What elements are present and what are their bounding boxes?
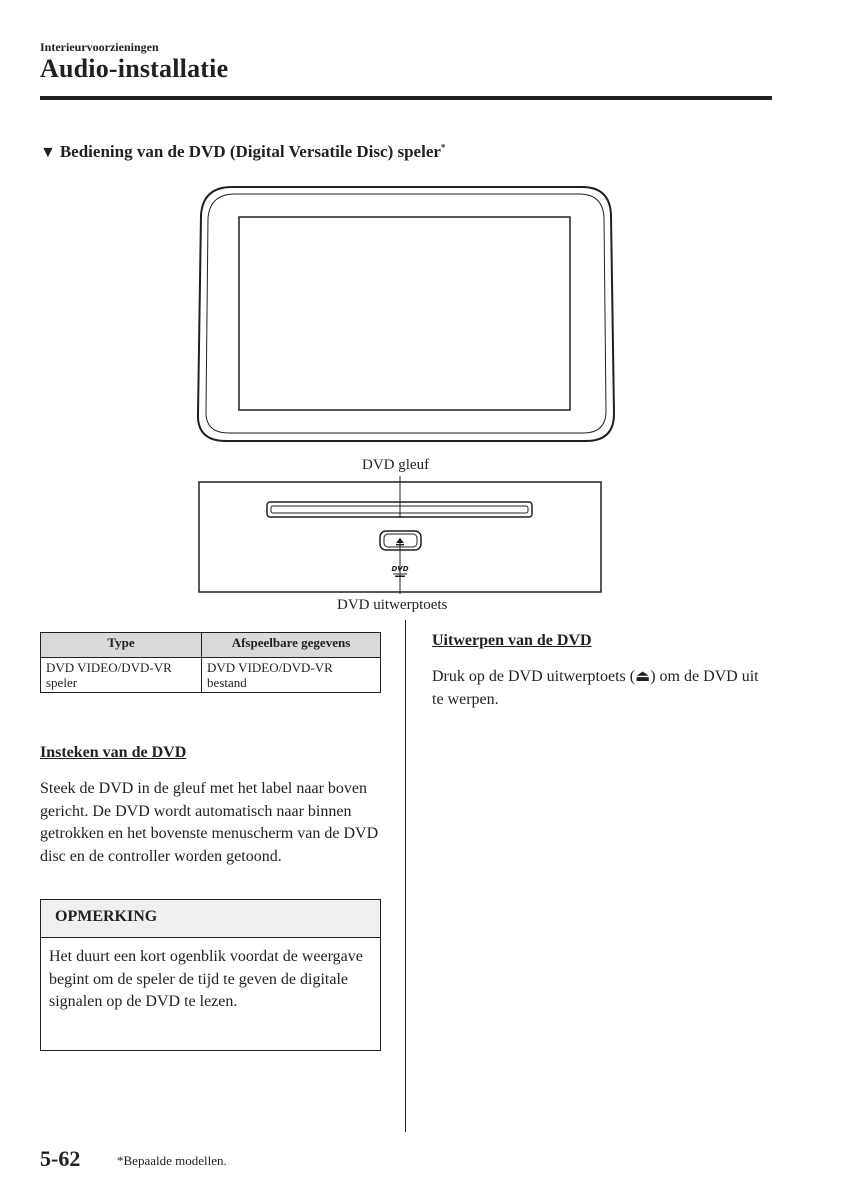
note-title: OPMERKING (55, 908, 158, 925)
chapter-title: Audio-installatie (40, 54, 229, 83)
page-number: 5-62 (40, 1146, 81, 1171)
note-text: Het duurt een kort ogenblik voordat de weergave begint om de speler de tijd te geven de digitale signalen op de DVD te lezen. (49, 948, 363, 1011)
table-header-row (41, 633, 381, 658)
note-header (41, 900, 380, 938)
column-divider (405, 620, 406, 1132)
dvd-slot-outer (267, 502, 532, 517)
eject-button-outer[interactable] (380, 531, 421, 550)
title-rule (40, 96, 772, 100)
section-heading-text: Bediening van de DVD (Digital Versatile Disc) speler (59, 142, 441, 161)
playable-data-table (40, 632, 381, 693)
eject-subheading: Uitwerpen van de DVD (432, 632, 592, 649)
triangle-down-icon: ▼ (40, 144, 56, 161)
monitor-screen (239, 217, 570, 410)
dvd-slot-label: DVD gleuf (362, 457, 430, 473)
monitor-drawing (198, 187, 614, 441)
table-cell: DVD VIDEO/DVD-VR speler (41, 658, 202, 693)
insert-subheading: Insteken van de DVD (40, 744, 187, 761)
dvd-eject-label: DVD uitwerptoets (337, 597, 448, 613)
section-heading (40, 142, 445, 162)
column-header-type: Type (41, 633, 202, 658)
eject-symbol-icon (396, 538, 404, 545)
section-label: Interieurvoorzieningen (40, 40, 159, 54)
eject-button-inner (384, 534, 417, 547)
footnote-mark: * (440, 142, 446, 153)
table-row (41, 658, 381, 693)
dvd-unit-body (199, 482, 601, 592)
insert-paragraph: Steek de DVD in de gleuf met het label naar boven gericht. De DVD wordt automatisch naar binnen getrokken en het bovenste menuscherm van de DVD disc en de controller worden getoond. (40, 780, 379, 865)
monitor-inner-frame (206, 194, 606, 433)
dvd-slot-inner (271, 506, 528, 513)
monitor-outer-frame (198, 187, 614, 441)
dvd-unit-drawing (199, 476, 601, 594)
note-box (40, 899, 381, 1051)
footnote: *Bepaalde modellen. (117, 1153, 227, 1168)
eject-paragraph: Druk op de DVD uitwerptoets (⏏) om de DVD uit te werpen. (432, 668, 759, 708)
table-cell: DVD VIDEO/DVD-VR bestand (202, 658, 381, 693)
svg-text:DVD: DVD (391, 565, 409, 573)
column-header-data: Afspeelbare gegevens (202, 633, 381, 658)
dvd-logo-icon (391, 565, 408, 577)
